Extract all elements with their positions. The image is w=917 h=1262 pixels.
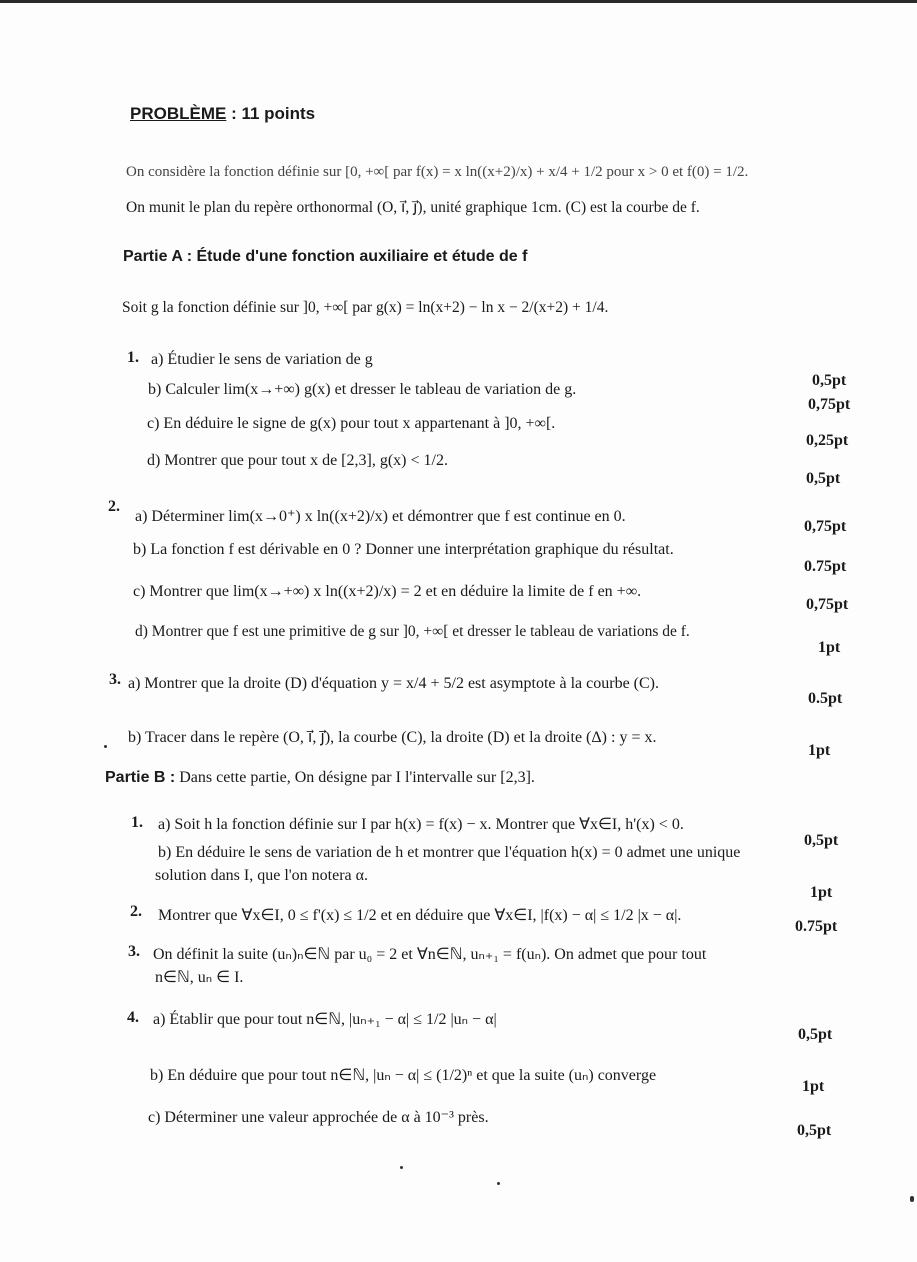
page-title (130, 104, 315, 124)
part-b-points-4b: 1pt (802, 1078, 825, 1095)
part-b-question-3: On définit la suite (uₙ)ₙ∈ℕ par u₀ = 2 et ∀n∈ℕ, uₙ₊₁ = f(uₙ). On admet que pour tout (153, 946, 707, 963)
points-2a: 0,75pt (804, 518, 847, 535)
part-b-points-1b: 1pt (810, 884, 833, 901)
points-1c: 0,25pt (806, 432, 849, 449)
part-b-question-1a: a) Soit h la fonction définie sur I par h(x) = f(x) − x. Montrer que ∀x∈I, h'(x) < 0. (158, 816, 684, 833)
points-2c: 0,75pt (806, 596, 849, 613)
part-b-question-4-number: 4. (127, 1009, 139, 1026)
question-1a: a) Étudier le sens de variation de g (151, 351, 373, 368)
question-2b: b) La fonction f est dérivable en 0 ? Donner une interprétation graphique du résultat. (133, 541, 674, 558)
points-2d: 1pt (818, 639, 841, 656)
title-word: PROBLÈME (130, 104, 227, 123)
scan-speck (104, 745, 107, 748)
title-points: : 11 points (226, 104, 316, 123)
question-1b: b) Calculer lim(x→+∞) g(x) et dresser le tableau de variation de g. (148, 381, 577, 398)
scan-speck (910, 1196, 914, 1202)
part-b-question-2: Montrer que ∀x∈I, 0 ≤ f'(x) ≤ 1/2 et en déduire que ∀x∈I, |f(x) − α| ≤ 1/2 |x − α|. (158, 907, 682, 924)
part-b-question-1-number: 1. (131, 814, 143, 831)
question-2c: c) Montrer que lim(x→+∞) x ln((x+2)/x) = 2 et en déduire la limite de f en +∞. (133, 583, 642, 600)
question-3a: a) Montrer que la droite (D) d'équation y = x/4 + 5/2 est asymptote à la courbe (C). (128, 675, 659, 692)
part-b-question-1b: b) En déduire le sens de variation de h et montrer que l'équation h(x) = 0 admet une unique (158, 844, 741, 861)
points-1a: 0,5pt (812, 372, 847, 389)
scan-speck (497, 1182, 500, 1185)
part-b-question-1b-cont: solution dans I, que l'on notera α. (155, 867, 369, 884)
part-b-heading (105, 768, 535, 788)
part-b-intro: Dans cette partie, On désigne par I l'intervalle sur [2,3]. (179, 769, 535, 786)
points-3b: 1pt (808, 742, 831, 759)
scan-speck (400, 1166, 403, 1169)
part-b-question-4a: a) Établir que pour tout n∈ℕ, |uₙ₊₁ − α| ≤ 1/2 |uₙ − α| (153, 1011, 497, 1028)
points-3a: 0.5pt (808, 690, 843, 707)
question-2d: d) Montrer que f est une primitive de g sur ]0, +∞[ et dresser le tableau de variations de f. (135, 623, 690, 640)
part-a-definition: Soit g la fonction définie sur ]0, +∞[ par g(x) = ln(x+2) − ln x − 2/(x+2) + 1/4. (122, 299, 609, 316)
question-1d: d) Montrer que pour tout x de [2,3], g(x) < 1/2. (147, 452, 448, 469)
question-1-number: 1. (127, 349, 139, 366)
part-b-question-3-cont: n∈ℕ, uₙ ∈ I. (155, 969, 244, 986)
scan-top-edge (0, 0, 917, 3)
part-a-heading: Partie A : Étude d'une fonction auxiliaire et étude de f (123, 248, 528, 265)
part-b-question-2-number: 2. (130, 903, 142, 920)
points-2b: 0.75pt (804, 558, 847, 575)
part-b-points-1a: 0,5pt (804, 832, 839, 849)
question-2a: a) Déterminer lim(x→0⁺) x ln((x+2)/x) et démontrer que f est continue en 0. (135, 508, 626, 525)
part-b-question-4b: b) En déduire que pour tout n∈ℕ, |uₙ − α| ≤ (1/2)ⁿ et que la suite (uₙ) converge (150, 1067, 657, 1084)
intro-line-2: On munit le plan du repère orthonormal (O, i⃗, j⃗), unité graphique 1cm. (C) est la courbe de f. (126, 199, 700, 216)
points-1b: 0,75pt (808, 396, 851, 413)
intro-line-1: On considère la fonction définie sur [0, +∞[ par f(x) = x ln((x+2)/x) + x/4 + 1/2 pour x > 0 et f(0) = 1/2. (126, 164, 749, 180)
part-b-question-3-number: 3. (128, 943, 140, 960)
part-b-points-2: 0.75pt (795, 918, 838, 935)
part-b-label: Partie B : (105, 769, 176, 786)
question-2-number: 2. (108, 498, 120, 515)
question-3-number: 3. (109, 671, 121, 688)
points-1d: 0,5pt (806, 470, 841, 487)
part-b-points-4c: 0,5pt (797, 1122, 832, 1139)
part-b-points-4a: 0,5pt (798, 1026, 833, 1043)
question-1c: c) En déduire le signe de g(x) pour tout x appartenant à ]0, +∞[. (147, 415, 556, 432)
question-3b: b) Tracer dans le repère (O, i⃗, j⃗), la courbe (C), la droite (D) et la droite (Δ) : y = x. (128, 729, 657, 746)
part-b-question-4c: c) Déterminer une valeur approchée de α à 10⁻³ près. (148, 1109, 489, 1126)
